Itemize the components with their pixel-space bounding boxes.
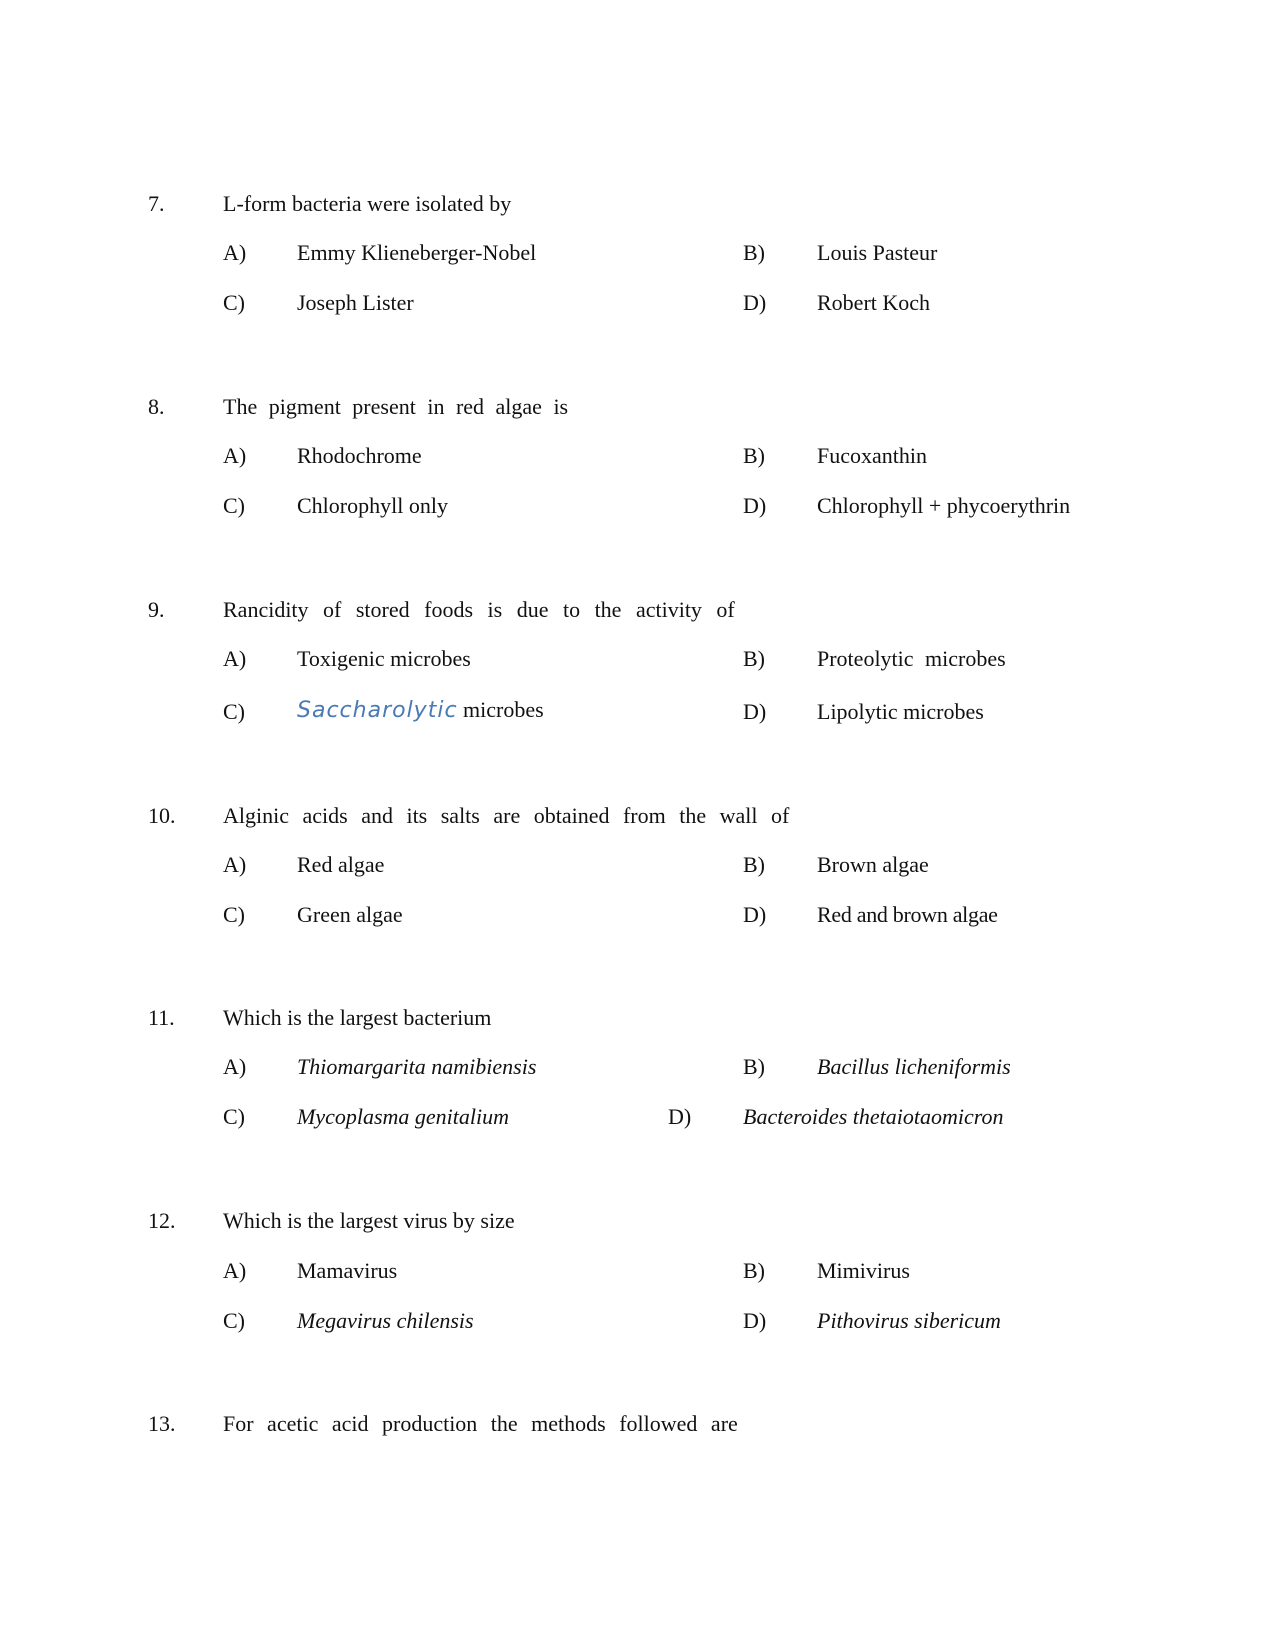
option-label: C) — [223, 290, 245, 315]
option-label: B) — [743, 646, 765, 671]
question-text: L-form bacteria were isolated by — [223, 191, 512, 216]
option-text: Bacillus licheniformis — [817, 1054, 1011, 1079]
option-label: A) — [223, 852, 247, 877]
option-text: Fucoxanthin — [817, 443, 927, 468]
option-label: A) — [223, 443, 247, 468]
question-text: Alginic acids and its salts are obtained from the wall of — [223, 803, 790, 828]
question-number: 7. — [148, 191, 165, 216]
option-label: C) — [223, 699, 245, 724]
option-label: A) — [223, 1054, 247, 1079]
option-label: D) — [668, 1104, 692, 1129]
option-label: D) — [743, 493, 767, 518]
question-text: Which is the largest virus by size — [223, 1208, 515, 1233]
option-label: D) — [743, 1308, 767, 1333]
option-text: Brown algae — [817, 852, 929, 877]
question-text: For acetic acid production the methods followed are — [223, 1411, 738, 1436]
option-label: B) — [743, 1258, 765, 1283]
option-label: D) — [743, 290, 767, 315]
option-text: Joseph Lister — [297, 290, 414, 315]
option-label: B) — [743, 852, 765, 877]
option-label: B) — [743, 443, 765, 468]
option-text: Green algae — [297, 902, 403, 927]
option-label: C) — [223, 1104, 245, 1129]
option-label: D) — [743, 902, 767, 927]
option-text: Mycoplasma genitalium — [297, 1104, 510, 1129]
option-label: A) — [223, 646, 247, 671]
option-label: A) — [223, 1258, 247, 1283]
question-text: The pigment present in red algae is — [223, 394, 569, 419]
option-label: B) — [743, 1054, 765, 1079]
option-text: Emmy Klieneberger-Nobel — [297, 240, 537, 265]
option-text: Rhodochrome — [297, 443, 422, 468]
option-text: Robert Koch — [817, 290, 931, 315]
option-label: C) — [223, 493, 245, 518]
question-number: 11. — [148, 1005, 175, 1030]
option-text: Mamavirus — [297, 1258, 398, 1283]
option-text: Mimivirus — [817, 1258, 910, 1283]
option-text: Thiomargarita namibiensis — [297, 1054, 537, 1079]
question-number: 10. — [148, 803, 176, 828]
option-text: Pithovirus sibericum — [817, 1308, 1001, 1333]
question-text: Rancidity of stored foods is due to the activity of — [223, 597, 735, 622]
option-label: C) — [223, 1308, 245, 1333]
option-label: C) — [223, 902, 245, 927]
option-text: Toxigenic microbes — [297, 646, 471, 671]
option-text: Lipolytic microbes — [817, 699, 984, 724]
option-text: Red algae — [297, 852, 385, 877]
option-text: Megavirus chilensis — [297, 1308, 474, 1333]
option-text-highlight: Saccharolytic — [297, 698, 458, 723]
question-number: 9. — [148, 597, 165, 622]
option-text: Chlorophyll + phycoerythrin — [817, 493, 1071, 518]
option-text: Proteolytic microbes — [817, 646, 1006, 671]
option-text: Red and brown algae — [817, 902, 998, 927]
option-label: A) — [223, 240, 247, 265]
question-number: 8. — [148, 394, 165, 419]
option-label: D) — [743, 699, 767, 724]
option-text — [297, 697, 544, 723]
option-text: Chlorophyll only — [297, 493, 448, 518]
option-text-rest: microbes — [457, 697, 544, 722]
option-text: Bacteroides thetaiotaomicron — [743, 1104, 1004, 1129]
question-number: 12. — [148, 1208, 176, 1233]
option-label: B) — [743, 240, 765, 265]
option-text: Louis Pasteur — [817, 240, 938, 265]
question-text: Which is the largest bacterium — [223, 1005, 492, 1030]
question-number: 13. — [148, 1411, 176, 1436]
